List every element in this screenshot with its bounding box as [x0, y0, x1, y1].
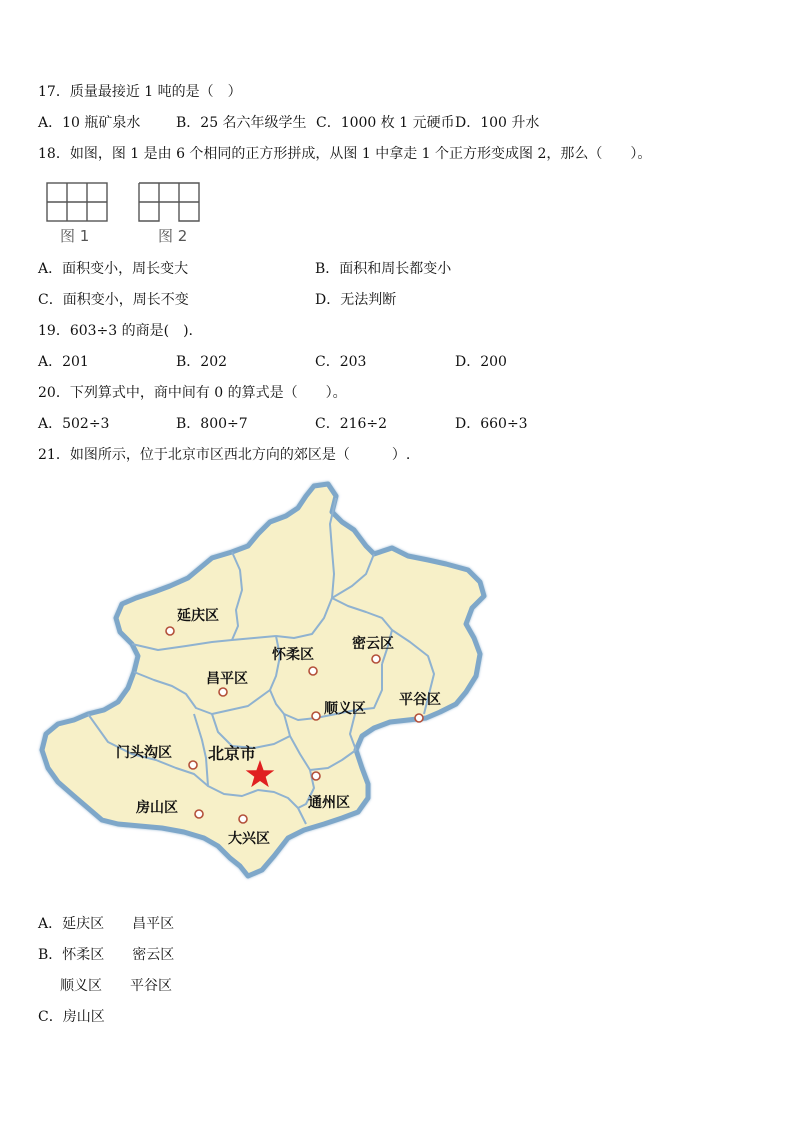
dot-tongzhou: [312, 772, 320, 780]
map-outline: [42, 484, 484, 876]
label-pinggu: 平谷区: [399, 692, 441, 708]
q21-option-c: C．房山区: [38, 1009, 105, 1025]
q20-option-d: D．660÷3: [455, 416, 528, 432]
q20-stem: 20．下列算式中，商中间有 0 的算式是（ ）。: [38, 385, 347, 401]
label-daxing: 大兴区: [228, 831, 270, 847]
q17-option-c: C．1000 枚 1 元硬币: [316, 115, 455, 131]
q17-stem: 17．质量最接近 1 吨的是（ ）: [38, 84, 242, 100]
q20-option-a: A．502÷3: [38, 416, 110, 432]
label-tongzhou: 通州区: [308, 795, 350, 811]
q20-option-b: B．800÷7: [176, 416, 248, 432]
figure-1-caption: 图 1: [60, 227, 90, 245]
q21-option-b-continued: 顺义区 平谷区: [60, 978, 172, 994]
dot-yanqing: [166, 627, 174, 635]
q17-option-a: A．10 瓶矿泉水: [38, 115, 141, 131]
label-shunyi: 顺义区: [324, 701, 366, 717]
q21-stem: 21．如图所示，位于北京市区西北方向的郊区是（ ）.: [38, 447, 411, 463]
label-changping: 昌平区: [206, 671, 248, 687]
q19-stem: 19．603÷3 的商是( ).: [38, 323, 193, 339]
q19-option-a: A．201: [38, 354, 89, 370]
q18-option-d: D．无法判断: [315, 292, 397, 308]
dot-shunyi: [312, 712, 320, 720]
q18-option-c: C．面积变小，周长不变: [38, 292, 189, 308]
label-miyun: 密云区: [352, 636, 394, 652]
label-mentougou: 门头沟区: [116, 745, 172, 761]
label-fangshan: 房山区: [136, 800, 178, 816]
q19-option-c: C．203: [315, 354, 367, 370]
q21-option-a: A．延庆区 昌平区: [38, 916, 175, 932]
q21-option-b: B．怀柔区 密云区: [38, 947, 175, 963]
q19-option-d: D．200: [455, 354, 507, 370]
dot-daxing: [239, 815, 247, 823]
q19-option-b: B．202: [176, 354, 228, 370]
figure-1-grid: [46, 182, 108, 222]
q17-option-b: B．25 名六年级学生: [176, 115, 307, 131]
figure-2-grid: [138, 182, 200, 222]
beijing-map: [36, 478, 516, 898]
label-huairou: 怀柔区: [272, 647, 314, 663]
q20-option-c: C．216÷2: [315, 416, 388, 432]
figure-2-caption: 图 2: [158, 227, 188, 245]
dot-fangshan: [195, 810, 203, 818]
q18-stem: 18．如图，图 1 是由 6 个相同的正方形拼成，从图 1 中拿走 1 个正方形变成图 2，那么（ ）。: [38, 146, 652, 162]
dot-pinggu: [415, 714, 423, 722]
dot-changping: [219, 688, 227, 696]
label-beijing-city: 北京市: [208, 744, 257, 763]
dot-miyun: [372, 655, 380, 663]
label-yanqing: 延庆区: [177, 608, 219, 624]
q18-option-a: A．面积变小，周长变大: [38, 261, 189, 277]
q17-option-d: D．100 升水: [455, 115, 540, 131]
dot-huairou: [309, 667, 317, 675]
q18-option-b: B．面积和周长都变小: [315, 261, 452, 277]
dot-mentougou: [189, 761, 197, 769]
